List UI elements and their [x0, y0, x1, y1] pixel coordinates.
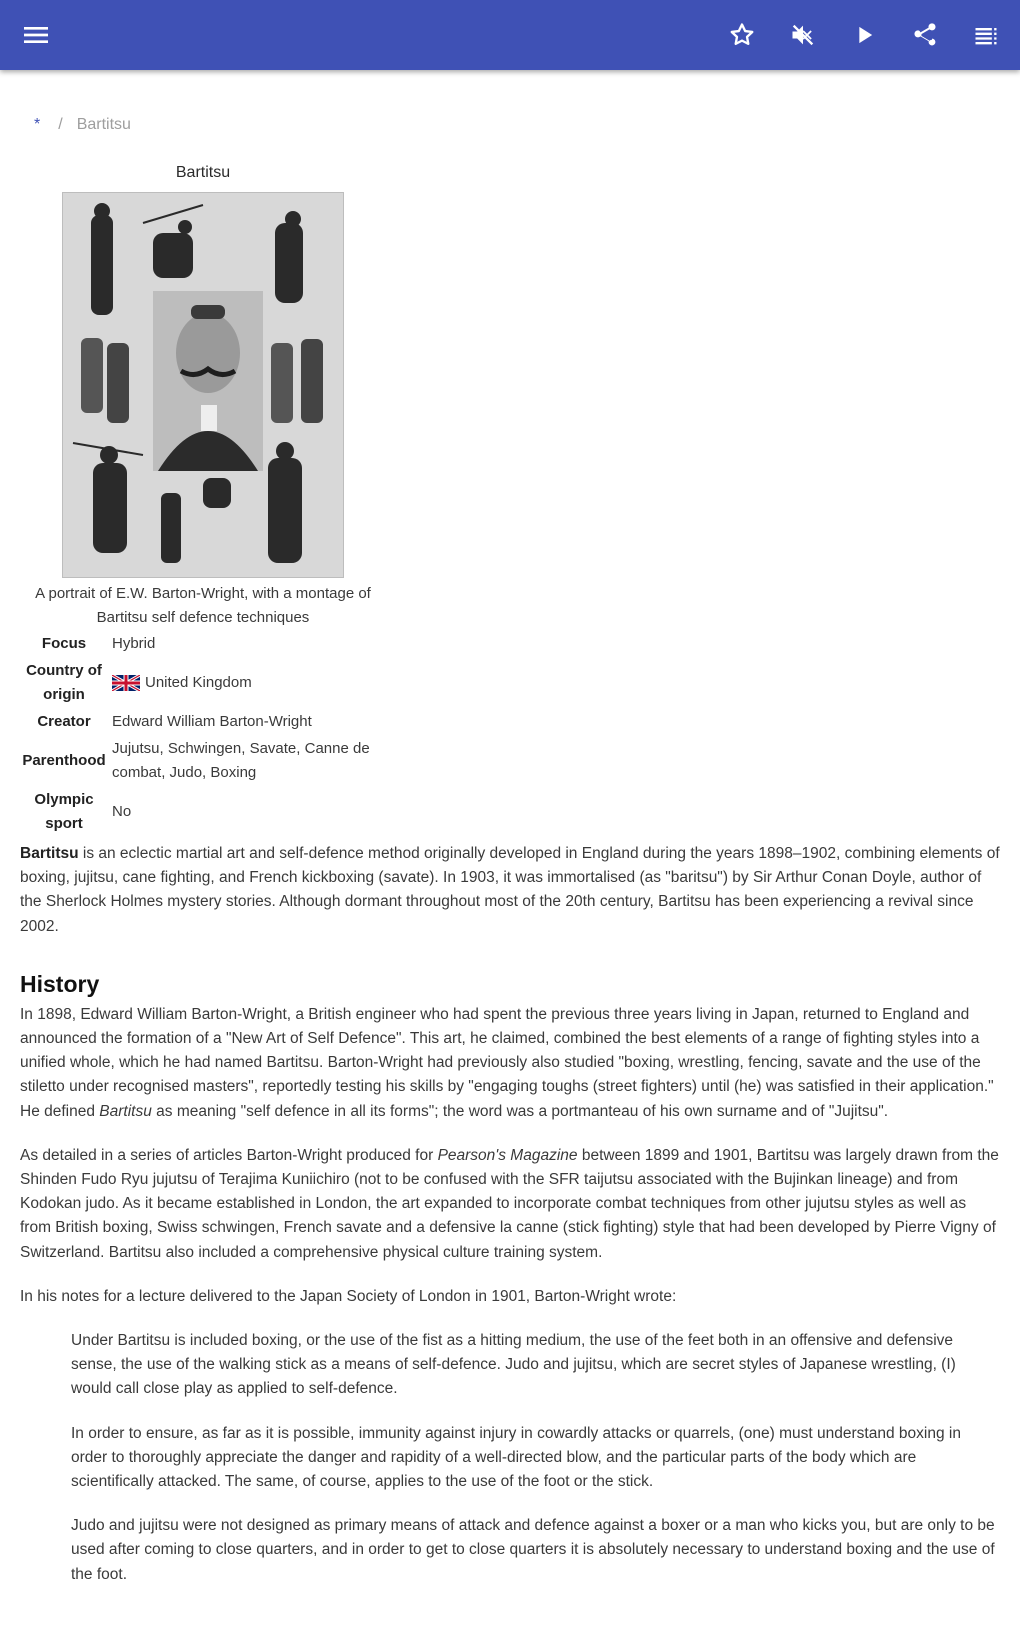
share-button[interactable] [909, 19, 941, 51]
mute-button[interactable] [787, 19, 819, 51]
share-icon [911, 21, 939, 49]
article-body [20, 842, 1000, 1607]
infobox-title: Bartitsu [175, 164, 231, 181]
star-icon [728, 21, 756, 49]
infobox-value: Edward William Barton-Wright [112, 713, 312, 730]
paragraph-text: between 1899 and 1901, Bartitsu was largely drawn from the Shinden Fudo Ryu jujutsu of Terajima Kuniichiro (not to be confused with the SFR taijutsu associated with the Bujinkan lineage) and from Kodokan judo. As it became established in London, the art expanded to incorporate combat techniques from other jujutsu styles as well as from British boxing, Swiss schwingen, French savate and a defensive la canne (stick fighting) style that had been developed by Pierre Vigny of Switzerland. Bartitsu also included a comprehensive physical culture training system. [20, 1146, 999, 1261]
infobox-label: Olympic sport [34, 791, 94, 832]
infobox-label: Parenthood [22, 752, 106, 769]
quote-block [71, 1329, 1000, 1587]
paragraph-text: In 1898, Edward William Barton-Wright, a British engineer who had spent the previous three years living in Japan, returned to England and announced the formation of a "New Art of Self Defence". This art, he claimed, combined the best elements of a range of fighting styles into a unified whole, which he had named Bartitsu. Barton-Wright had previously also studied "boxing, wrestling, fencing, savate and the use of the stiletto under recognised masters", reportedly testing his skills by "engaging toughs (street fighters) until (he) was satisfied in their application." He defined [20, 1005, 994, 1120]
breadcrumb-home-link[interactable]: * [34, 116, 41, 133]
appbar-actions [697, 19, 1002, 51]
quote-paragraph: Judo and jujitsu were not designed as primary means of attack and defence against a boxer or a man who kicks you, but are only to be used after coming to close quarters, and in order to get to close quarters it is absolutely necessary to understand boxing and the use of the foot. [71, 1517, 995, 1583]
play-icon [850, 21, 878, 49]
menu-icon [20, 19, 52, 51]
infobox-value: Hybrid [112, 635, 156, 652]
history-paragraph-2 [20, 1144, 1000, 1265]
country-link[interactable]: United Kingdom [145, 674, 252, 691]
breadcrumb-current: Bartitsu [76, 116, 131, 133]
infobox-label: Country of origin [26, 662, 102, 703]
quote-paragraph: Under Bartitsu is included boxing, or the use of the fist as a hitting medium, the use of the feet both in an offensive and defensive sense, the use of the walking stick as a means of self-defence. Judo and jujitsu, which are secret styles of Japanese wrestling, (I) would call close play as applied to self-defence. [71, 1332, 956, 1398]
infobox [20, 162, 386, 832]
emphasis-text: Bartitsu [99, 1102, 152, 1120]
menu-button[interactable] [20, 19, 52, 51]
infobox-row-focus [20, 632, 386, 656]
infobox-caption: A portrait of E.W. Barton-Wright, with a montage of Bartitsu self defence techniques [35, 585, 371, 626]
infobox-portrait-image[interactable] [62, 192, 344, 578]
emphasis-text: Pearson's Magazine [437, 1146, 578, 1164]
play-button[interactable] [848, 19, 880, 51]
list-icon [972, 21, 1000, 49]
app-bar [0, 0, 1020, 70]
history-heading: History [20, 970, 100, 997]
infobox-label: Focus [41, 635, 87, 652]
intro-paragraph [20, 842, 1000, 939]
infobox-row-parenthood [20, 737, 386, 785]
infobox-label: Creator [37, 713, 91, 730]
breadcrumb [34, 116, 131, 134]
infobox-value: No [112, 803, 132, 820]
favorite-button[interactable] [726, 19, 758, 51]
history-paragraph-1 [20, 1003, 1000, 1124]
uk-flag-icon [112, 675, 140, 691]
article-term: Bartitsu [20, 845, 79, 862]
infobox-table [20, 632, 386, 839]
history-paragraph-3: In his notes for a lecture delivered to the Japan Society of London in 1901, Barton-Wright wrote: [20, 1287, 677, 1305]
infobox-row-creator [20, 710, 386, 734]
breadcrumb-separator: / [58, 116, 63, 133]
contents-button[interactable] [970, 19, 1002, 51]
intro-text: is an eclectic martial art and self-defence method originally developed in England during the years 1898–1902, combining elements of boxing, jujitsu, cane fighting, and French kickboxing (savate). In 1903, it was immortalised (as "baritsu") by Sir Arthur Conan Doyle, author of the Sherlock Holmes mystery stories. Although dormant throughout most of the 20th century, Bartitsu has been experiencing a revival since 2002. [20, 845, 1000, 935]
infobox-value: Jujutsu, Schwingen, Savate, Canne de combat, Judo, Boxing [112, 740, 370, 781]
infobox-value [108, 659, 386, 707]
quote-paragraph: In order to ensure, as far as it is possible, immunity against injury in cowardly attacks or quarrels, (one) must understand boxing in order to thoroughly appreciate the danger and rapidity of a well-directed blow, and the particular parts of the body which are scientifically attacked. The same, of course, applies to the use of the foot or the stick. [71, 1424, 961, 1491]
infobox-row-olympic [20, 788, 386, 836]
infobox-row-country [20, 659, 386, 707]
paragraph-text: as meaning "self defence in all its forms"; the word was a portmanteau of his own surname and of "Jujitsu". [151, 1102, 889, 1120]
paragraph-text: As detailed in a series of articles Barton-Wright produced for [20, 1146, 438, 1164]
volume-off-icon [789, 21, 817, 49]
